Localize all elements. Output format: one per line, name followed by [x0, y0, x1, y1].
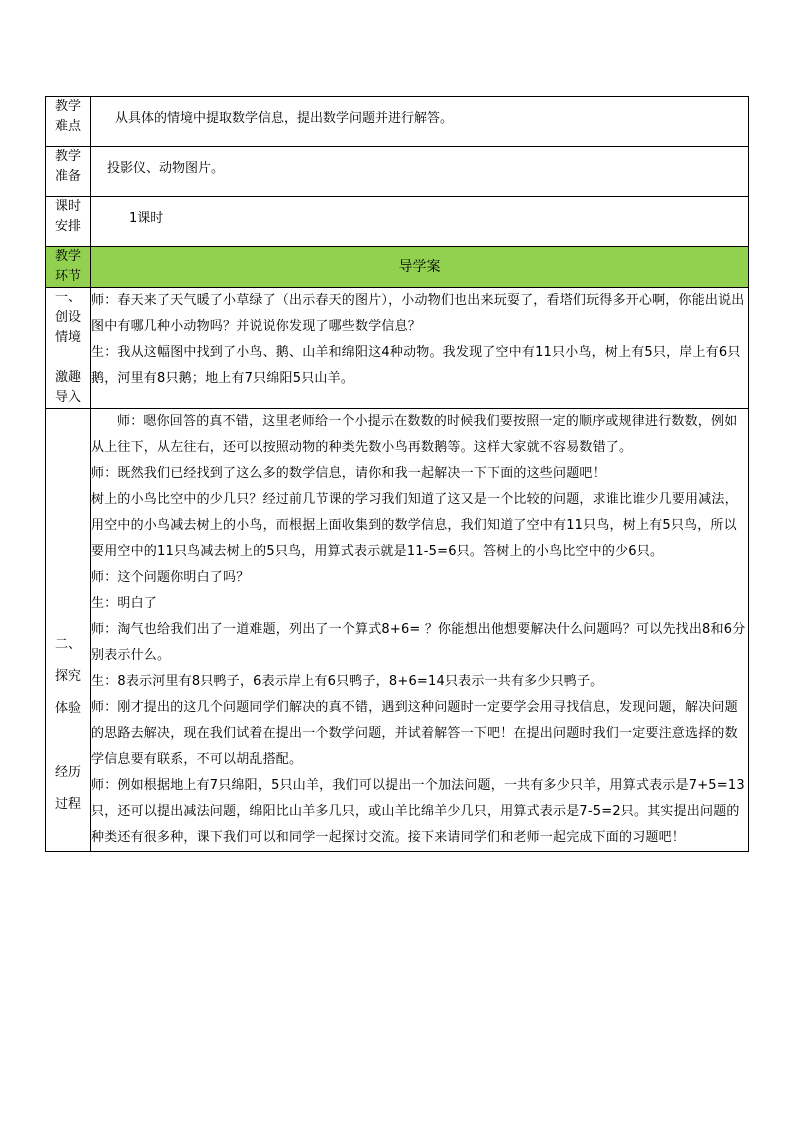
explore-paragraph: 师：嗯你回答的真不错，这里老师给一个小提示在数数的时候我们要按照一定的顺序或规律进行数数，例如从上往下，从左往右，还可以按照动物的种类先数小鸟再数鹅等。这样大家就不容易数错了。: [91, 414, 738, 455]
row-intro: [46, 288, 749, 409]
explore-paragraph: 师：既然我们已经找到了这么多的数学信息，请你和我一起解决一下下面的这些问题吧！: [91, 466, 606, 481]
class-time-text: 1课时: [91, 197, 749, 247]
explore-paragraph: 师：刚才提出的这几个问题同学们解决的真不错，遇到这种问题时一定要学会用寻找信息，发现问题，解决问题的思路去解决，现在我们试着在提出一个数学问题，并试着解答一下吧！在提出问题时我们一定要注意选择的数学信息要有联系，不可以胡乱搭配。: [91, 700, 738, 767]
explore-paragraph: 师：这个问题你明白了吗？: [91, 570, 250, 585]
label-teaching-prep: 教学 准备: [46, 147, 91, 197]
teaching-difficulty-text: 从具体的情境中提取数学信息，提出数学问题并进行解答。: [91, 97, 749, 147]
label-class-time: 课时 安排: [46, 197, 91, 247]
label-intro: 一、 创设 情境 激趣 导入: [46, 288, 91, 409]
intro-paragraph: 师：春天来了天气暖了小草绿了（出示春天的图片），小动物们也出来玩耍了，看塔们玩得多开心啊，你能出说出图中有哪几种小动物吗？并说说你发现了哪些数学信息？: [91, 293, 745, 334]
intro-content: [91, 288, 749, 409]
explore-paragraph: 树上的小鸟比空中的少几只？经过前几节课的学习我们知道了这又是一个比较的问题，求谁比谁少几要用减法，用空中的小鸟减去树上的小鸟，而根据上面收集到的数学信息，我们知道了空中有11只鸟，树上有5只鸟，所以要用空中的11只鸟减去树上的5只鸟，用算式表示就是11-5=6只。答树上的小鸟比空中的少6只。: [91, 492, 738, 559]
row-teaching-difficulty: [46, 97, 749, 147]
row-teaching-prep: [46, 147, 749, 197]
explore-paragraph: 生：8表示河里有8只鸭子，6表示岸上有6只鸭子，8+6=14只表示一共有多少只鸭子。: [91, 674, 604, 689]
explore-paragraph: 师：淘气也给我们出了一道难题，列出了一个算式8+6= ？你能想出他想要解决什么问题吗？可以先找出8和6分别表示什么。: [91, 622, 746, 663]
teaching-prep-text: 投影仪、动物图片。: [91, 147, 749, 197]
row-class-time: [46, 197, 749, 247]
lesson-plan-table: [45, 96, 749, 852]
intro-paragraph: 生：我从这幅图中找到了小鸟、鹅、山羊和绵阳这4种动物。我发现了空中有11只小鸟，树上有5只，岸上有6只鹅，河里有8只鹅；地上有7只绵阳5只山羊。: [91, 345, 741, 386]
row-explore: [46, 409, 749, 852]
explore-content: [91, 409, 749, 852]
label-teaching-stage: 教学 环节: [46, 247, 91, 288]
explore-paragraph: 生：明白了: [91, 596, 158, 611]
label-explore: 二、 探究 体验 经历 过程: [46, 409, 91, 852]
section-header-title: 导学案: [91, 247, 749, 288]
label-teaching-difficulty: 教学 难点: [46, 97, 91, 147]
row-section-header: [46, 247, 749, 288]
explore-paragraph: 师：例如根据地上有7只绵阳，5只山羊，我们可以提出一个加法问题，一共有多少只羊，用算式表示是7+5=13只，还可以提出减法问题，绵阳比山羊多几只，或山羊比绵羊少几只，用算式表示是7-5=2只。其实提出问题的种类还有很多种，课下我们可以和同学一起探讨交流。接下来请同学们和老师一起完成下面的习题吧！: [91, 778, 745, 845]
